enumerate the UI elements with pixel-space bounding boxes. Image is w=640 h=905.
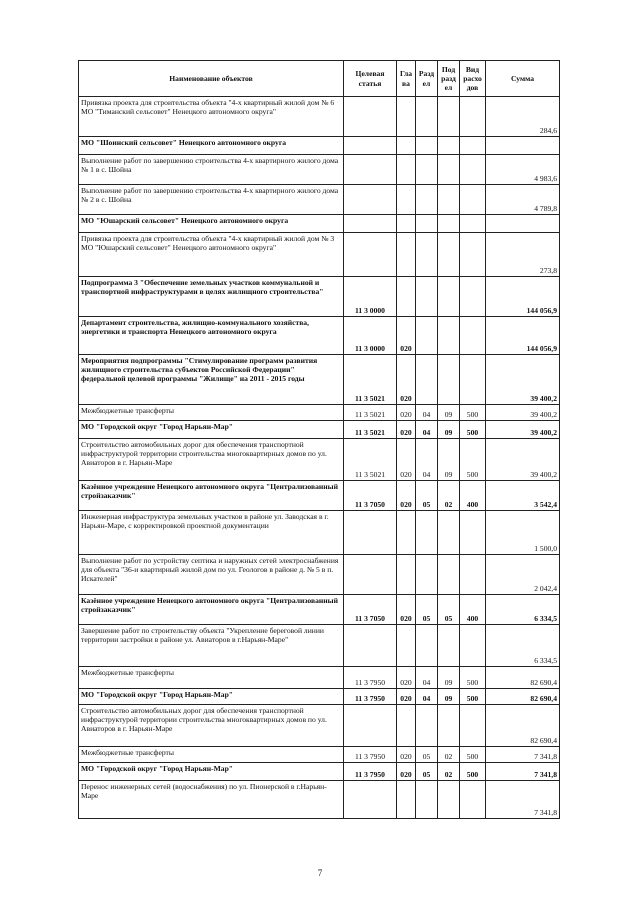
cell-chapter	[397, 185, 416, 215]
cell-code: 11 3 5021	[344, 405, 397, 421]
header-section: Разд ел	[416, 61, 438, 97]
cell-section	[416, 185, 438, 215]
cell-name: Привязка проекта для строительства объекта "4-х квартирный жилой дом № 6 МО "Тиманский сельсовет" Ненецкого автономного округа"	[79, 97, 344, 137]
cell-subsection: 02	[438, 747, 460, 763]
cell-name: Строительство автомобильных дорог для обеспечения транспортной инфраструктурой территории строительства многоквартирных домов по ул. Авиаторов в г. Нарьян-Маре	[79, 439, 344, 481]
cell-code	[344, 137, 397, 155]
cell-subsection	[438, 277, 460, 317]
table-row	[79, 405, 560, 421]
cell-expense-type: 400	[460, 481, 486, 511]
header-sum: Сумма	[486, 61, 560, 97]
cell-name: Межбюджетные трансферты	[79, 747, 344, 763]
cell-sum: 39 400,2	[486, 421, 560, 439]
cell-expense-type	[460, 277, 486, 317]
cell-code: 11 3 7050	[344, 595, 397, 625]
cell-section: 05	[416, 481, 438, 511]
cell-expense-type	[460, 185, 486, 215]
cell-name: Выполнение работ по завершению строительства 4-х квартирного жилого дома № 1 в с. Шойна	[79, 155, 344, 185]
cell-section	[416, 705, 438, 747]
cell-chapter	[397, 625, 416, 667]
cell-subsection: 09	[438, 689, 460, 705]
cell-code: 11 3 7950	[344, 763, 397, 781]
cell-chapter	[397, 511, 416, 555]
cell-name: Межбюджетные трансферты	[79, 405, 344, 421]
cell-expense-type	[460, 97, 486, 137]
cell-section: 04	[416, 667, 438, 689]
page-number: 7	[317, 868, 323, 878]
cell-expense-type	[460, 215, 486, 233]
cell-sum: 39 400,2	[486, 439, 560, 481]
table-row	[79, 781, 560, 819]
cell-sum: 284,6	[486, 97, 560, 137]
cell-chapter	[397, 781, 416, 819]
cell-chapter	[397, 277, 416, 317]
cell-sum: 6 334,5	[486, 625, 560, 667]
cell-name: Инженерная инфраструктура земельных участков в районе ул. Заводская в г. Нарьян-Маре, с корректировкой проектной документации	[79, 511, 344, 555]
cell-code	[344, 97, 397, 137]
cell-expense-type	[460, 705, 486, 747]
cell-code: 11 3 0000	[344, 277, 397, 317]
cell-sum: 82 690,4	[486, 667, 560, 689]
header-code: Целевая статья	[344, 61, 397, 97]
cell-subsection	[438, 97, 460, 137]
table-row	[79, 511, 560, 555]
cell-code	[344, 233, 397, 277]
cell-chapter: 020	[397, 763, 416, 781]
cell-name: МО "Городской округ "Город Нарьян-Мар"	[79, 763, 344, 781]
table-row	[79, 747, 560, 763]
cell-code: 11 3 7950	[344, 689, 397, 705]
table-row	[79, 689, 560, 705]
cell-section	[416, 511, 438, 555]
cell-section	[416, 317, 438, 355]
table-body	[79, 97, 560, 819]
cell-sum: 6 334,5	[486, 595, 560, 625]
cell-sum: 144 056,9	[486, 277, 560, 317]
cell-code: 11 3 5021	[344, 439, 397, 481]
cell-sum: 4 983,6	[486, 155, 560, 185]
cell-expense-type	[460, 625, 486, 667]
cell-chapter: 020	[397, 405, 416, 421]
cell-chapter: 020	[397, 667, 416, 689]
cell-chapter	[397, 155, 416, 185]
cell-expense-type	[460, 511, 486, 555]
table-header-row	[79, 61, 560, 97]
cell-chapter	[397, 97, 416, 137]
cell-subsection: 02	[438, 481, 460, 511]
cell-subsection: 09	[438, 405, 460, 421]
cell-expense-type: 500	[460, 763, 486, 781]
cell-section	[416, 215, 438, 233]
cell-chapter	[397, 233, 416, 277]
cell-subsection	[438, 781, 460, 819]
cell-subsection: 02	[438, 763, 460, 781]
cell-chapter: 020	[397, 317, 416, 355]
cell-name: Департамент строительства, жилищно-коммунального хозяйства, энергетики и транспорта Ненецкого автономного округа	[79, 317, 344, 355]
cell-sum: 7 341,8	[486, 763, 560, 781]
table-row	[79, 555, 560, 595]
cell-section	[416, 233, 438, 277]
cell-name: Выполнение работ по завершению строительства 4-х квартирного жилого дома № 2 в с. Шойна	[79, 185, 344, 215]
table-row	[79, 185, 560, 215]
cell-expense-type: 500	[460, 689, 486, 705]
cell-section	[416, 781, 438, 819]
cell-expense-type: 500	[460, 747, 486, 763]
cell-section: 04	[416, 439, 438, 481]
cell-sum: 4 789,8	[486, 185, 560, 215]
table-row	[79, 233, 560, 277]
header-chapter: Гла ва	[397, 61, 416, 97]
cell-section	[416, 555, 438, 595]
cell-expense-type	[460, 137, 486, 155]
cell-chapter	[397, 705, 416, 747]
cell-sum: 273,8	[486, 233, 560, 277]
cell-subsection	[438, 317, 460, 355]
cell-expense-type: 400	[460, 595, 486, 625]
cell-expense-type	[460, 233, 486, 277]
cell-expense-type	[460, 355, 486, 405]
cell-code: 11 3 5021	[344, 421, 397, 439]
cell-sum: 1 500,0	[486, 511, 560, 555]
cell-code: 11 3 5021	[344, 355, 397, 405]
cell-name: МО "Шоинский сельсовет" Ненецкого автономного округа	[79, 137, 344, 155]
cell-section: 04	[416, 421, 438, 439]
cell-section	[416, 97, 438, 137]
cell-subsection	[438, 625, 460, 667]
table-row	[79, 277, 560, 317]
cell-sum: 39 400,2	[486, 355, 560, 405]
cell-code: 11 3 7950	[344, 747, 397, 763]
cell-expense-type	[460, 155, 486, 185]
table-row	[79, 155, 560, 185]
table-row	[79, 317, 560, 355]
cell-subsection: 09	[438, 439, 460, 481]
cell-sum: 39 400,2	[486, 405, 560, 421]
cell-sum: 3 542,4	[486, 481, 560, 511]
cell-code	[344, 215, 397, 233]
table-row	[79, 421, 560, 439]
cell-name: Казённое учреждение Ненецкого автономного округа "Централизованный стройзаказчик"	[79, 595, 344, 625]
table-row	[79, 439, 560, 481]
cell-subsection	[438, 355, 460, 405]
cell-subsection	[438, 185, 460, 215]
header-name: Наименование объектов	[79, 61, 344, 97]
cell-expense-type	[460, 555, 486, 595]
table-row	[79, 763, 560, 781]
table-row	[79, 97, 560, 137]
cell-name: Мероприятия подпрограммы "Стимулирование программ развития жилищного строительства субъектов Российской Федерации" федеральной целевой программы "Жилище" на 2011 - 2015 годы	[79, 355, 344, 405]
cell-subsection	[438, 215, 460, 233]
cell-chapter: 020	[397, 355, 416, 405]
cell-chapter: 020	[397, 481, 416, 511]
cell-subsection	[438, 233, 460, 277]
cell-chapter	[397, 215, 416, 233]
cell-sum: 2 042,4	[486, 555, 560, 595]
table-row	[79, 705, 560, 747]
cell-subsection	[438, 705, 460, 747]
cell-chapter	[397, 555, 416, 595]
cell-chapter: 020	[397, 595, 416, 625]
cell-expense-type: 500	[460, 421, 486, 439]
cell-sum: 144 056,9	[486, 317, 560, 355]
cell-code: 11 3 0000	[344, 317, 397, 355]
cell-section: 05	[416, 747, 438, 763]
cell-name: Строительство автомобильных дорог для обеспечения транспортной инфраструктурой территории строительства многоквартирных домов по ул. Авиаторов в г. Нарьян-Маре	[79, 705, 344, 747]
cell-code	[344, 705, 397, 747]
cell-section: 05	[416, 595, 438, 625]
cell-subsection	[438, 137, 460, 155]
cell-section	[416, 625, 438, 667]
cell-sum	[486, 215, 560, 233]
cell-chapter: 020	[397, 439, 416, 481]
cell-name: Казённое учреждение Ненецкого автономного округа "Централизованный стройзаказчик"	[79, 481, 344, 511]
cell-chapter: 020	[397, 689, 416, 705]
cell-chapter	[397, 137, 416, 155]
table-row	[79, 481, 560, 511]
cell-chapter: 020	[397, 747, 416, 763]
cell-subsection	[438, 155, 460, 185]
cell-expense-type: 500	[460, 439, 486, 481]
cell-code	[344, 155, 397, 185]
cell-subsection: 09	[438, 667, 460, 689]
cell-name: Завершение работ по строительству объекта "Укрепление береговой линии территории застройки в районе ул. Авиаторов в г.Нарьян-Маре"	[79, 625, 344, 667]
cell-name: МО "Городской округ "Город Нарьян-Мар"	[79, 689, 344, 705]
cell-sum: 7 341,8	[486, 781, 560, 819]
cell-name: МО "Юшарский сельсовет" Ненецкого автономного округа	[79, 215, 344, 233]
cell-sum	[486, 137, 560, 155]
cell-name: Перенос инженерных сетей (водоснабжения) по ул. Пионерской в г.Нарьян-Маре	[79, 781, 344, 819]
budget-table	[78, 60, 560, 819]
cell-code	[344, 511, 397, 555]
table-row	[79, 215, 560, 233]
header-expense-type: Вид расхо дов	[460, 61, 486, 97]
cell-code	[344, 555, 397, 595]
cell-subsection	[438, 555, 460, 595]
cell-sum: 7 341,8	[486, 747, 560, 763]
cell-name: Межбюджетные трансферты	[79, 667, 344, 689]
cell-code: 11 3 7050	[344, 481, 397, 511]
cell-section: 04	[416, 405, 438, 421]
cell-name: Привязка проекта для строительства объекта "4-х квартирный жилой дом № 3 МО "Юшарский сельсовет" Ненецкого автономного округа"	[79, 233, 344, 277]
cell-name: Выполнение работ по устройству септика и наружных сетей электроснабжения для объекта "36-и квартирный жилой дом по ул. Геологов в районе д. № 5 в п. Искателей"	[79, 555, 344, 595]
table-row	[79, 595, 560, 625]
table-row	[79, 625, 560, 667]
cell-expense-type: 500	[460, 405, 486, 421]
table-row	[79, 137, 560, 155]
cell-code	[344, 781, 397, 819]
cell-section	[416, 137, 438, 155]
table-row	[79, 355, 560, 405]
cell-subsection: 09	[438, 421, 460, 439]
cell-sum: 82 690,4	[486, 689, 560, 705]
cell-sum: 82 690,4	[486, 705, 560, 747]
cell-section: 04	[416, 689, 438, 705]
cell-section: 05	[416, 763, 438, 781]
cell-subsection	[438, 511, 460, 555]
header-subsection: Под разд ел	[438, 61, 460, 97]
cell-name: Подпрограмма 3 "Обеспечение земельных участков коммунальной и транспортной инфраструктурами в целях жилищного строительства"	[79, 277, 344, 317]
cell-section	[416, 277, 438, 317]
cell-section	[416, 355, 438, 405]
cell-code	[344, 625, 397, 667]
table-row	[79, 667, 560, 689]
cell-expense-type	[460, 317, 486, 355]
cell-subsection: 05	[438, 595, 460, 625]
cell-code	[344, 185, 397, 215]
cell-expense-type	[460, 781, 486, 819]
cell-expense-type: 500	[460, 667, 486, 689]
cell-code: 11 3 7950	[344, 667, 397, 689]
cell-section	[416, 155, 438, 185]
cell-name: МО "Городской округ "Город Нарьян-Мар"	[79, 421, 344, 439]
cell-chapter: 020	[397, 421, 416, 439]
